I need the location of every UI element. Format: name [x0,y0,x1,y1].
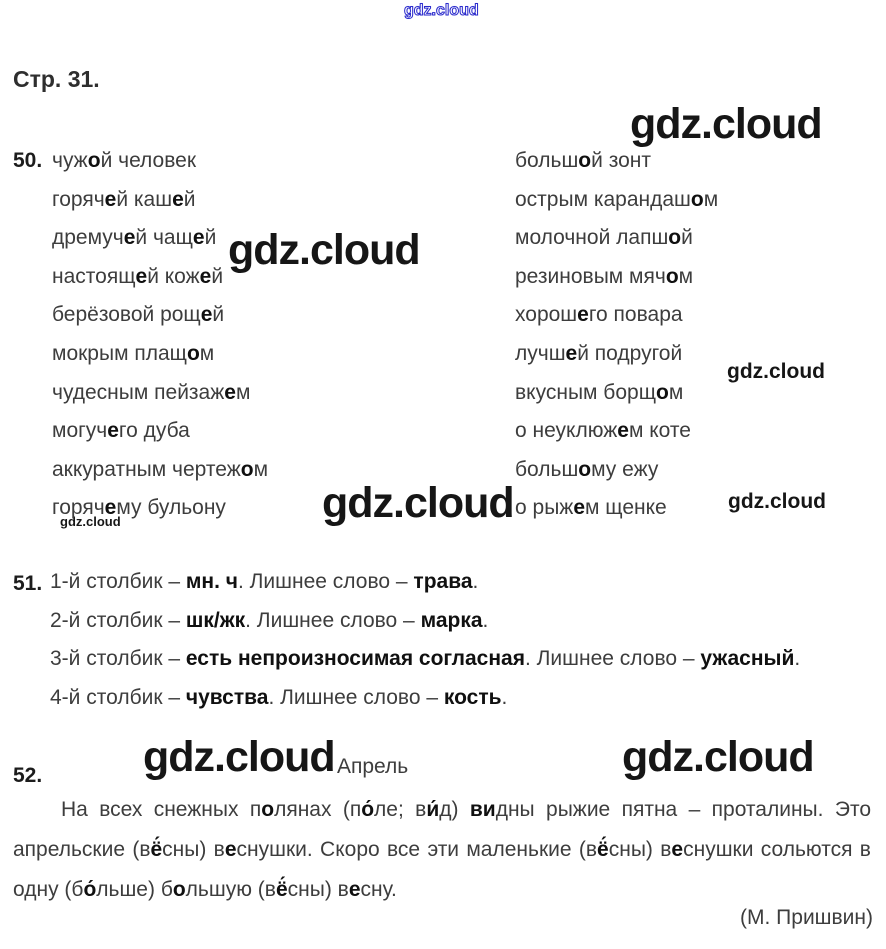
phrase: молочной лапшой [515,226,693,250]
phrase: настоящей кожей [52,264,224,288]
exercise-50-number: 50. [13,149,43,172]
gdz-cloud-watermark-large-1: gdz.cloud [630,100,822,148]
phrase: лучшей подругой [515,341,683,365]
exercise-52-number: 52. [13,764,43,787]
phrase: могучего дуба [52,419,190,443]
phrase: чужой человек [52,149,197,172]
phrase: мокрым плащом [52,341,215,365]
gdz-cloud-watermark-small-1: gdz.cloud [727,360,825,383]
phrase: о рыжем щенке [515,496,667,520]
exercise-52-title: Апрель [337,755,409,778]
answer-line: 3-й столбик – есть непроизносимая согласная. Лишнее слово – ужасный. [50,647,801,671]
phrase: дремучей чащей [52,226,217,250]
phrase: острым карандашом [515,187,719,211]
gdz-cloud-watermark-large-4: gdz.cloud [143,733,335,781]
gdz-cloud-watermark-large-5: gdz.cloud [622,733,814,781]
phrase: о неуклюжем коте [515,419,691,443]
phrase: большой зонт [515,149,651,172]
gdz-cloud-watermark-large-3: gdz.cloud [322,479,514,527]
phrase: резиновым мячом [515,264,694,288]
answer-line: 1-й столбик – мн. ч. Лишнее слово – трава. [50,570,479,593]
phrase: берёзовой рощей [52,303,225,327]
phrase: горячему бульону [52,496,226,520]
phrase: большому ежу [515,457,659,481]
phrase: горячей кашей [52,187,196,211]
phrase: хорошего повара [515,303,683,327]
answer-line: 2-й столбик – шк/жк. Лишнее слово – марка. [50,608,489,632]
gdz-cloud-watermark-tiny: gdz.cloud [60,514,121,529]
exercise-51-number: 51. [13,572,43,595]
exercise-50-right-column [515,142,718,528]
answer-line: 4-й столбик – чувства. Лишнее слово – кость. [50,685,508,709]
phrase: чудесным пейзажем [52,380,251,404]
page-title: Стр. 31. [13,66,100,92]
exercise-52-paragraph: На всех снежных полянах (по́ле; ви́д) видны рыжие пятна – проталины. Это апрельские (вё́сны) веснушки. Скоро все эти маленькие (вё́сны) веснушки сольются в одну (бо́льше) большую (вё́сны) весну. [13,798,872,901]
phrase: вкусным борщом [515,380,684,404]
author-attribution: (М. Пришвин) [740,906,873,929]
gdz-cloud-watermark-large-2: gdz.cloud [228,226,420,274]
gdz-cloud-watermark-small-2: gdz.cloud [728,490,826,513]
gdz-cloud-watermark-top: gdz.cloud [404,2,479,19]
phrase: аккуратным чертежом [52,457,269,481]
exercise-51-answers [50,563,800,717]
exercise-50-left-column [52,142,268,528]
